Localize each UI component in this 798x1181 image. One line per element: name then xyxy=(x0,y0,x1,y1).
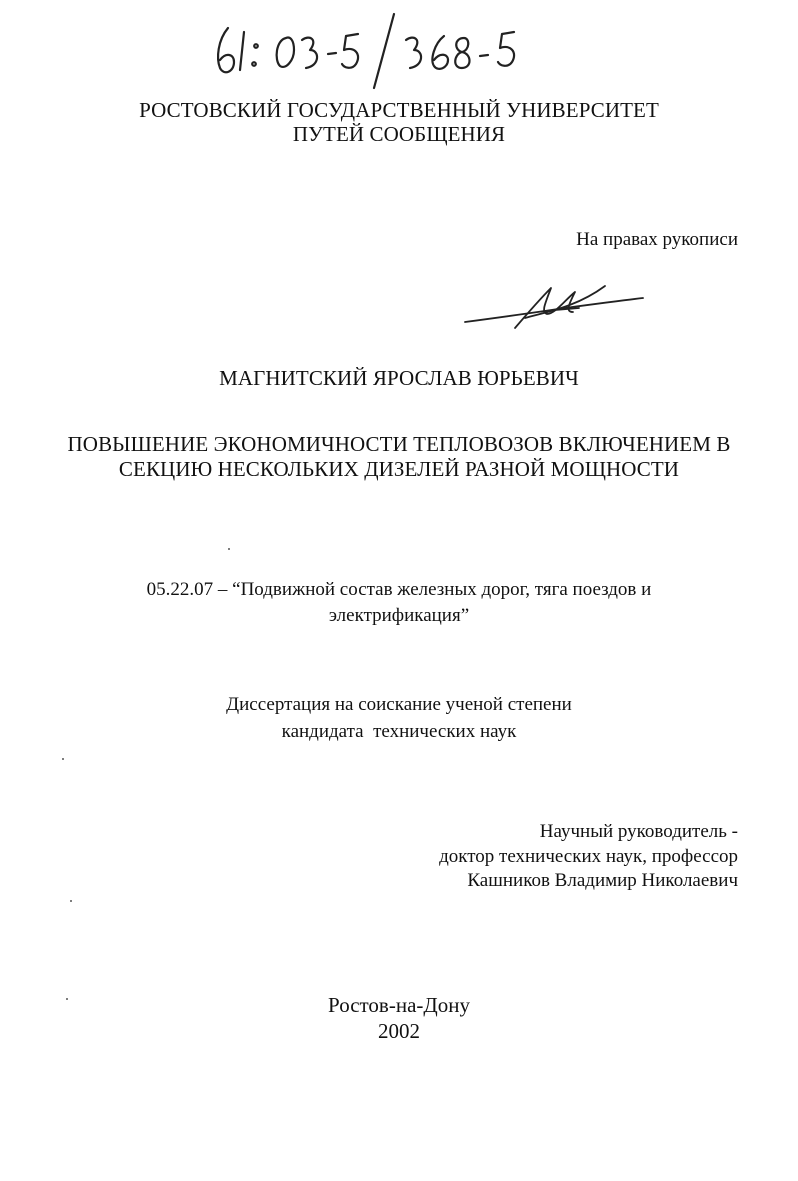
scan-speck xyxy=(70,900,72,902)
dissertation-title-line2: СЕКЦИЮ НЕСКОЛЬКИХ ДИЗЕЛЕЙ РАЗНОЙ МОЩНОСТИ xyxy=(118,457,680,481)
author-signature xyxy=(455,270,655,340)
specialty-line2: электрификация” xyxy=(328,605,470,626)
author-name: МАГНИТСКИЙ ЯРОСЛАВ ЮРЬЕВИЧ xyxy=(219,366,579,390)
university-name-line1: РОСТОВСКИЙ ГОСУДАРСТВЕННЫЙ УНИВЕРСИТЕТ xyxy=(139,98,659,122)
degree-line2: кандидата технических наук xyxy=(281,721,517,742)
handwritten-archive-code xyxy=(206,10,526,90)
year: 2002 xyxy=(378,1019,420,1043)
specialty-line1: 05.22.07 – “Подвижной состав железных дорог, тяга поездов и xyxy=(146,579,652,600)
degree-line1: Диссертация на соискание ученой степени xyxy=(226,694,572,715)
scan-speck xyxy=(62,758,64,760)
scan-speck xyxy=(66,998,68,1000)
supervisor-name: Кашников Владимир Николаевич xyxy=(467,870,738,891)
supervisor-degree: доктор технических наук, профессор xyxy=(439,846,738,867)
university-name-line2: ПУТЕЙ СООБЩЕНИЯ xyxy=(292,122,506,146)
scan-speck xyxy=(228,548,230,550)
city: Ростов-на-Дону xyxy=(328,993,470,1017)
supervisor-role: Научный руководитель - xyxy=(539,821,738,842)
manuscript-rights-note: На правах рукописи xyxy=(576,229,738,250)
dissertation-title-line1: ПОВЫШЕНИЕ ЭКОНОМИЧНОСТИ ТЕПЛОВОЗОВ ВКЛЮЧЕНИЕМ В xyxy=(67,432,731,456)
